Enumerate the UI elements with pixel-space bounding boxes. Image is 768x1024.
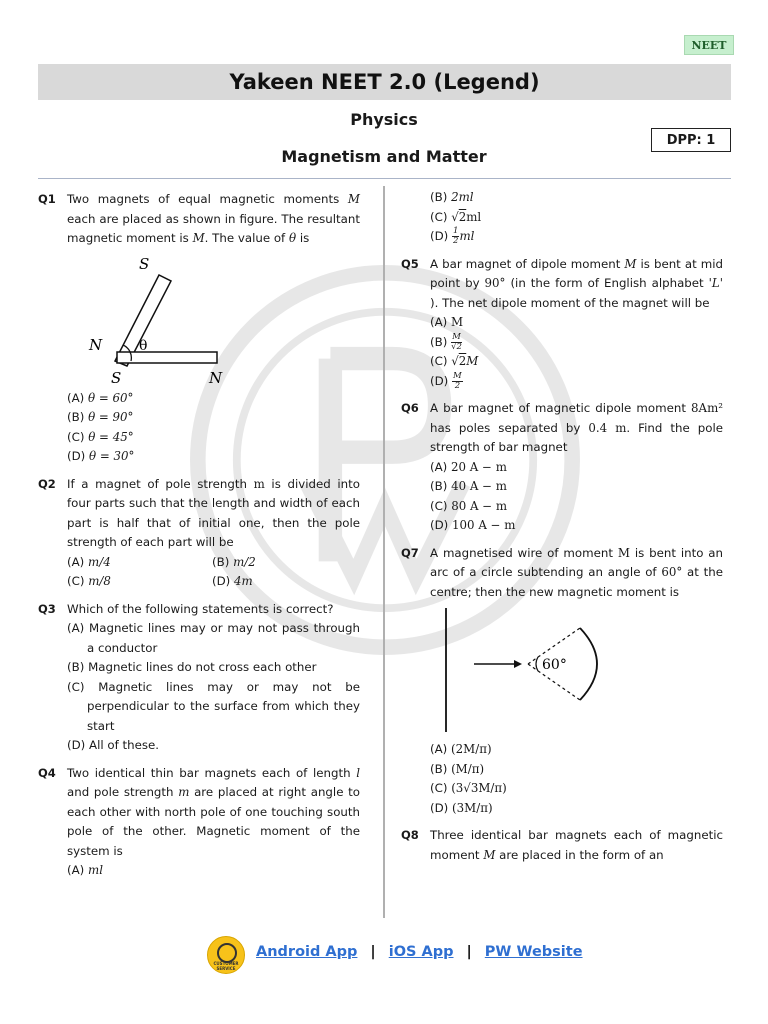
option-c[interactable]: (C) (3√3M/π) [430, 781, 507, 795]
ios-app-link[interactable]: iOS App [388, 944, 454, 960]
topic-heading: Magnetism and Matter [281, 147, 487, 166]
pw-website-link[interactable]: PW Website [484, 944, 583, 960]
question-7 [401, 544, 723, 819]
dpp-badge: DPP: 1 [651, 128, 731, 152]
exam-tag: NEET [684, 35, 734, 55]
option-d[interactable]: (D) 4m [212, 574, 253, 588]
question-number: Q7 [401, 545, 419, 560]
option-c[interactable]: (C) √2M [430, 354, 479, 368]
option-c[interactable]: (C) m/8 [67, 574, 111, 588]
question-number: Q3 [38, 601, 56, 616]
option-b[interactable]: (B) m/2 [212, 554, 256, 569]
option-d[interactable]: (D) (3M/π) [430, 800, 493, 815]
option-d[interactable]: (D) $\frac{M}{2}$ [430, 370, 462, 391]
question-8 [401, 826, 723, 865]
question-text: A magnetised wire of moment M is bent into an arc of a circle subtending an angle of 60° at the centre; then the new magnetic moment is [430, 545, 723, 599]
question-text: Two magnets of equal magnetic moments M each are placed as shown in figure. The resultant magnetic moment is M. The value of θ is [67, 192, 360, 245]
question-number: Q1 [38, 192, 56, 206]
option-b[interactable]: (B) Magnetic lines do not cross each other [67, 660, 317, 674]
option-b[interactable]: (B) (M/π) [430, 761, 485, 776]
option-c[interactable]: (C) θ = 45° [67, 429, 134, 444]
option-c[interactable]: (C) 80 A − m [430, 498, 508, 513]
question-text: A bar magnet of magnetic dipole moment 8Am² has poles separated by 0.4 m. Find the pole strength of bar magnet [430, 401, 723, 454]
right-column [401, 190, 723, 865]
left-column [38, 190, 360, 881]
question-number: Q2 [38, 476, 56, 491]
question-number: Q5 [401, 256, 419, 271]
page-title: Yakeen NEET 2.0 (Legend) [38, 64, 731, 100]
question-1 [38, 190, 360, 467]
option-a[interactable]: (A) θ = 60° [67, 390, 134, 405]
option-b[interactable]: (B) 2ml [430, 190, 474, 204]
question-5 [401, 255, 723, 392]
question-text: Two identical thin bar magnets each of length l and pole strength m are placed at right angle to each other with north pole of one touching south pole of the other. Magnetic moment of the system is [67, 765, 360, 858]
column-divider [383, 186, 385, 918]
option-b[interactable]: (B) θ = 90° [67, 410, 134, 424]
option-d[interactable]: (D) All of these. [67, 738, 160, 752]
question-number: Q8 [401, 828, 419, 842]
option-a[interactable]: (A) m/4 [67, 554, 111, 569]
question-4-continued [401, 188, 723, 247]
header-divider [38, 178, 731, 179]
question-number: Q4 [38, 765, 56, 780]
option-a[interactable]: (A) Magnetic lines may or may not pass through a conductor [67, 621, 360, 655]
angle-label: θ [139, 337, 148, 354]
option-c[interactable]: (C) Magnetic lines may or may not be perpendicular to the surface from which they start [67, 679, 360, 733]
link-separator: | [370, 944, 376, 960]
question-4 [38, 764, 360, 881]
question-text: Which of the following statements is correct? [67, 601, 334, 616]
option-a[interactable]: (A) ml [67, 863, 103, 877]
option-d[interactable]: (D) $\frac{1}{2}$ ml [430, 226, 475, 246]
question-3 [38, 600, 360, 756]
customer-service-icon[interactable]: CUSTOMER SERVICE [207, 936, 245, 974]
question-text: Three identical bar magnets each of magnetic moment M are placed in the form of an [430, 828, 723, 862]
option-a[interactable]: (A) M [430, 315, 464, 329]
option-a[interactable]: (A) 20 A − m [430, 459, 507, 474]
pole-label-s-top: S [139, 254, 150, 273]
option-b[interactable]: (B) 40 A − m [430, 479, 507, 493]
android-app-link[interactable]: Android App [256, 944, 358, 960]
option-d[interactable]: (D) θ = 30° [67, 449, 135, 463]
pole-label-n-right: N [209, 368, 223, 387]
footer-links [256, 944, 583, 960]
option-c[interactable]: (C) √2ml [430, 209, 482, 224]
bar-magnets-figure [75, 251, 225, 387]
question-text: A bar magnet of dipole moment M is bent at mid point by 90° (in the form of English alphabet 'L' ). The net dipole moment of the magnet will be [430, 256, 723, 310]
angle-label: 60° [542, 657, 567, 673]
question-number: Q6 [401, 401, 419, 415]
question-text: If a magnet of pole strength m is divided into four parts such that the length and width of each part is half that of initial one, then the pole strength of each part will be [67, 476, 360, 549]
subject-heading: Physics [350, 110, 418, 129]
pole-label-n-left: N [89, 335, 103, 354]
footer [0, 936, 768, 972]
link-separator: | [466, 944, 472, 960]
question-2 [38, 475, 360, 592]
pole-label-s-bottom: S [111, 368, 122, 387]
option-d[interactable]: (D) 100 A − m [430, 518, 516, 532]
option-a[interactable]: (A) (2M/π) [430, 742, 492, 756]
option-b[interactable]: (B) $\frac{M}{√2}$ [430, 331, 462, 352]
question-6 [401, 399, 723, 536]
bent-wire-figure [430, 606, 630, 736]
